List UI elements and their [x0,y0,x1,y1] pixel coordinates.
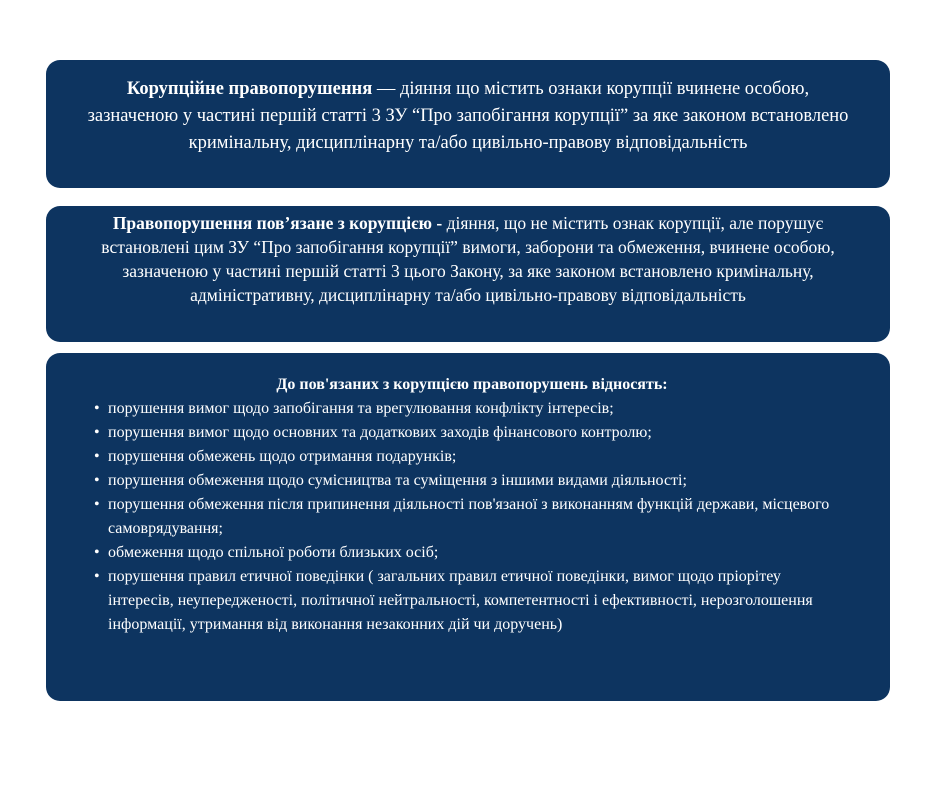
list-item-text: порушення правил етичної поведінки ( загальних правил етичної поведінки, вимог щодо пріорітеу інтересів, неупередженості, політичної нейтральності, компетентності і ефективності, нерозголошення інформації, утримання від виконання незаконних дій чи доручень) [108,568,813,633]
bullet-icon: • [94,544,100,561]
list-item [94,445,850,469]
list-item [94,493,850,541]
list-item-text: порушення вимог щодо основних та додаткових заходів фінансового контролю; [108,424,652,441]
corruption-related-offenses-list-box [46,353,890,701]
corruption-offense-definition: — діяння що містить ознаки корупції вчинене особою, зазначеною у частині першій статті 3 ЗУ “Про запобігання корупції” за яке законом встановлено кримінальну, дисциплінарну та/або цивільно-правову відповідальність [87,79,849,153]
corruption-offense-term: Корупційне правопорушення [126,79,373,99]
list-item-text: порушення обмеження щодо сумісництва та суміщення з іншими видами діяльності; [108,472,687,489]
list-item [94,541,850,565]
bullet-icon: • [94,400,100,417]
bullet-icon: • [94,448,100,465]
bullet-icon: • [94,496,100,513]
list-item-text: порушення обмежень щодо отримання подарунків; [108,448,457,465]
bullet-icon: • [94,568,100,585]
list-item-text: порушення вимог щодо запобігання та врегулювання конфлікту інтересів; [108,400,614,417]
list-item-text: обмеження щодо спільної роботи близьких осіб; [108,544,439,561]
corruption-related-offense-term: Правопорушення пов’язане з корупцією - [112,213,443,233]
corruption-related-offense-definition-box [46,206,890,342]
list-item [94,565,850,637]
bullet-icon: • [94,472,100,489]
list-item-text: порушення обмеження після припинення діяльності пов'язаної з виконанням функцій держави, місцевого самоврядування; [108,496,830,537]
offenses-list [94,397,850,637]
list-item [94,421,850,445]
list-item [94,469,850,493]
bullet-icon: • [94,424,100,441]
corruption-offense-definition-box [46,60,890,188]
corruption-related-offense-definition: діяння, що не містить ознак корупції, але порушує встановлені цим ЗУ “Про запобігання корупції” вимоги, заборони та обмеження, вчинене особою, зазначеною у частині першій статті 3 цього Закону, за яке законом встановлено кримінальну, адміністративну, дисциплінарну та/або цивільно-правову відповідальність [101,213,835,305]
list-heading: До пов'язаних з корупцією правопорушень відносять: [276,376,668,393]
list-item [94,397,850,421]
